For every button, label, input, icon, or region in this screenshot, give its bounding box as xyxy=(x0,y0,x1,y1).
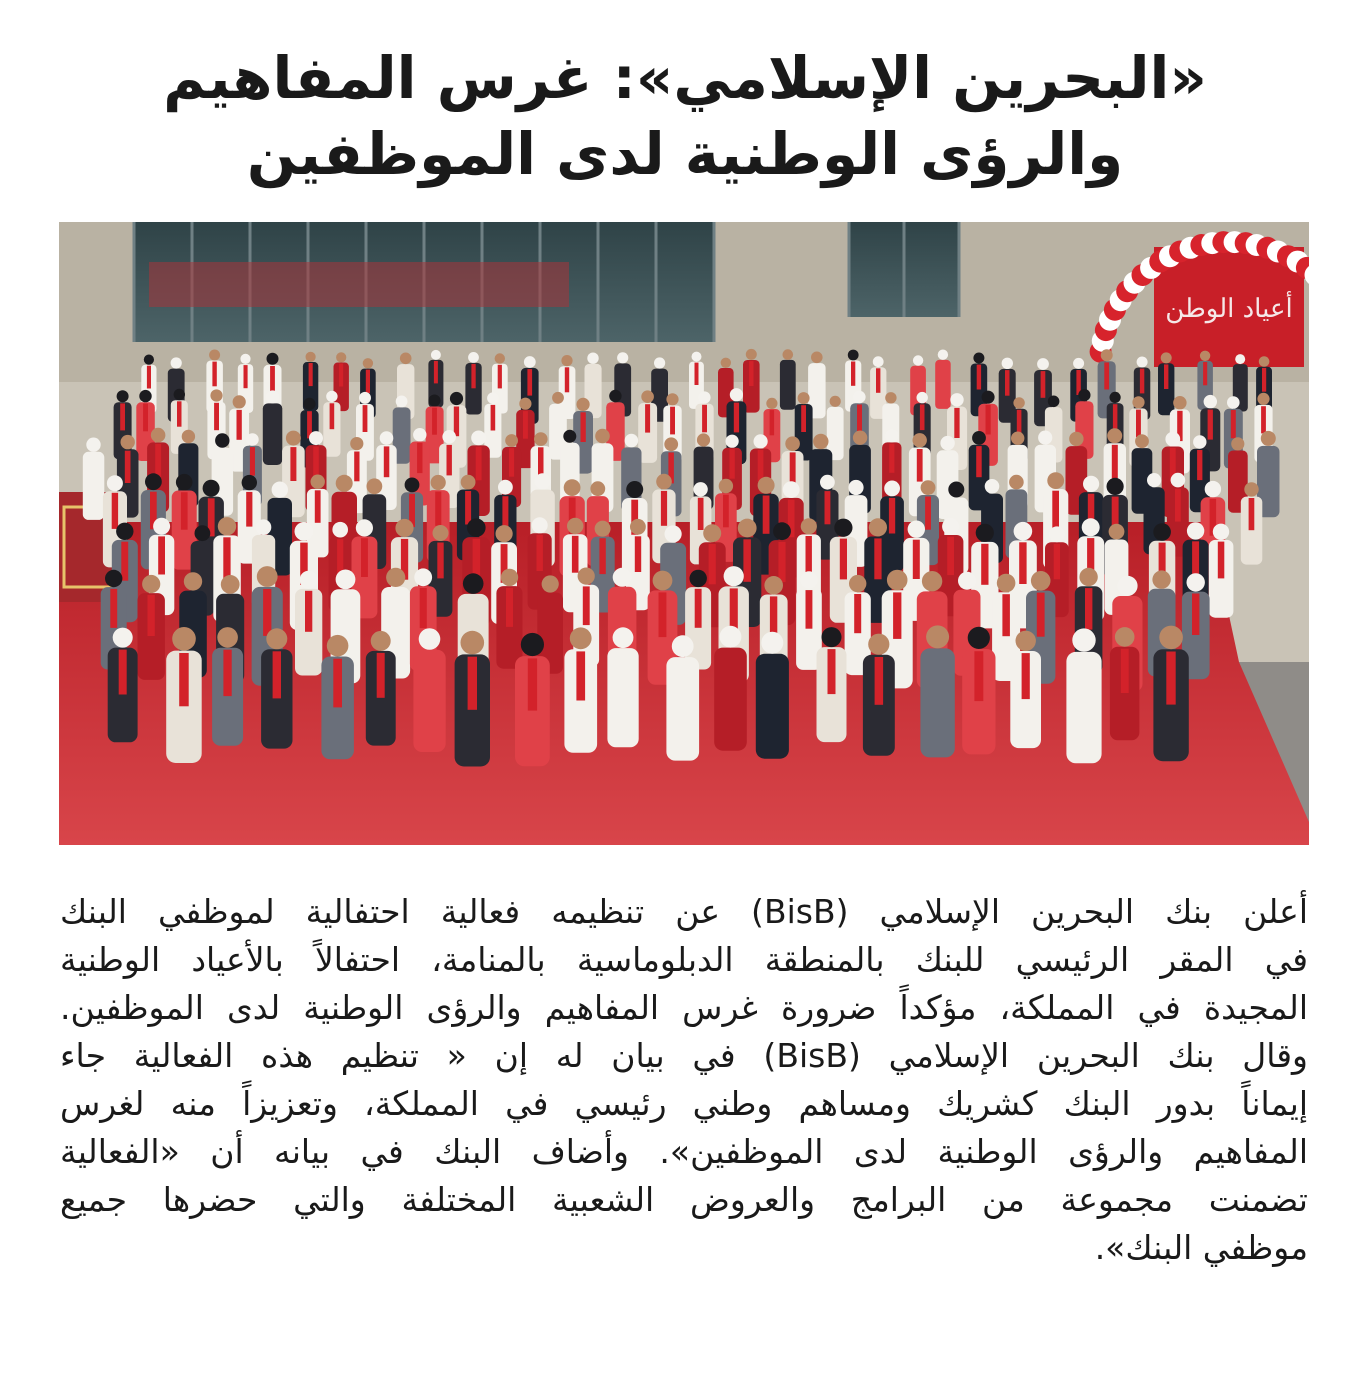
headline-line-2: والرؤى الوطنية لدى الموظفين xyxy=(246,120,1124,188)
group-photo xyxy=(59,222,1309,845)
person xyxy=(83,438,105,520)
group-photo-illustration xyxy=(59,222,1309,845)
article-line-3: المجيدة في المملكة، مؤكداً ضرورة غرس المفاهيم والرؤى الوطنية لدى الموظفين. xyxy=(60,988,1308,1027)
crowd xyxy=(83,349,1280,767)
article-line-6: المفاهيم والرؤى الوطنية لدى الموظفين». وأضاف البنك في بيانه أن «الفعالية xyxy=(60,1132,1308,1171)
article-line-8: موظفي البنك». xyxy=(1094,1228,1308,1267)
headline-line-1: «البحرين الإسلامي»: غرس المفاهيم xyxy=(163,44,1207,112)
article-body xyxy=(60,888,1308,1272)
article-line-4: وقال بنك البحرين الإسلامي (BisB) في بيان له إن « تنظيم هذه الفعالية جاء xyxy=(60,1036,1308,1075)
article-line-5: إيماناً بدور البنك كشريك ومساهم وطني رئيسي في المملكة، وتعزيزاً منه لغرس xyxy=(60,1084,1308,1123)
banner-text: أعياد الوطن xyxy=(1165,294,1293,324)
article-line-1: أعلن بنك البحرين الإسلامي (BisB) عن تنظيمه فعالية احتفالية لموظفي البنك xyxy=(60,892,1308,931)
glass-reflection xyxy=(149,262,569,307)
headline xyxy=(60,40,1310,192)
article-line-2: في المقر الرئيسي للبنك بالمنطقة الدبلوماسية بالمنامة، احتفالاً بالأعياد الوطنية xyxy=(60,940,1308,979)
article-line-7: تضمنت مجموعة من البرامج والعروض الشعبية المختلفة والتي حضرها جميع xyxy=(60,1180,1308,1219)
